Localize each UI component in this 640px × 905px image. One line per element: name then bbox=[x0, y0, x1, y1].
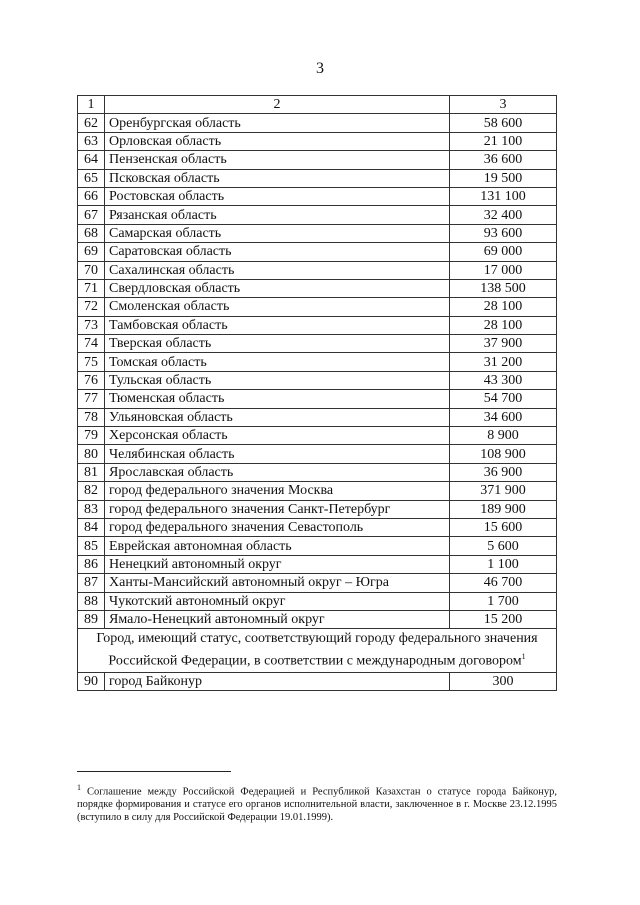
row-value: 36 600 bbox=[450, 151, 557, 169]
table-row bbox=[78, 187, 557, 205]
row-name: Херсонская область bbox=[105, 427, 450, 445]
row-number: 86 bbox=[78, 555, 105, 573]
row-value: 28 100 bbox=[450, 298, 557, 316]
row-value: 17 000 bbox=[450, 261, 557, 279]
row-name: Сахалинская область bbox=[105, 261, 450, 279]
row-number: 75 bbox=[78, 353, 105, 371]
table-row bbox=[78, 316, 557, 334]
row-number: 69 bbox=[78, 243, 105, 261]
section-heading-row bbox=[78, 629, 557, 673]
footnote-mark: 1 bbox=[77, 783, 81, 792]
row-value: 300 bbox=[450, 672, 557, 690]
table-row bbox=[78, 206, 557, 224]
table-row bbox=[78, 390, 557, 408]
row-name: Ульяновская область bbox=[105, 408, 450, 426]
row-value: 58 600 bbox=[450, 114, 557, 132]
row-number: 89 bbox=[78, 610, 105, 628]
regions-table bbox=[77, 95, 557, 691]
row-name: Тульская область bbox=[105, 371, 450, 389]
row-value: 43 300 bbox=[450, 371, 557, 389]
row-number: 74 bbox=[78, 335, 105, 353]
row-value: 46 700 bbox=[450, 574, 557, 592]
row-number: 64 bbox=[78, 151, 105, 169]
header-col-1: 1 bbox=[78, 96, 105, 114]
header-col-2: 2 bbox=[105, 96, 450, 114]
row-name: Орловская область bbox=[105, 132, 450, 150]
row-value: 54 700 bbox=[450, 390, 557, 408]
row-value: 5 600 bbox=[450, 537, 557, 555]
table-row bbox=[78, 408, 557, 426]
row-number: 68 bbox=[78, 224, 105, 242]
row-value: 32 400 bbox=[450, 206, 557, 224]
row-name: город федерального значения Санкт-Петербург bbox=[105, 500, 450, 518]
row-number: 62 bbox=[78, 114, 105, 132]
row-number: 84 bbox=[78, 518, 105, 536]
row-value: 36 900 bbox=[450, 463, 557, 481]
row-name: Тамбовская область bbox=[105, 316, 450, 334]
table-row bbox=[78, 151, 557, 169]
row-name: Тюменская область bbox=[105, 390, 450, 408]
row-value: 8 900 bbox=[450, 427, 557, 445]
row-name: Тверская область bbox=[105, 335, 450, 353]
table-row bbox=[78, 371, 557, 389]
row-number: 70 bbox=[78, 261, 105, 279]
table-row bbox=[78, 114, 557, 132]
row-number: 65 bbox=[78, 169, 105, 187]
table-row bbox=[78, 298, 557, 316]
table-row bbox=[78, 555, 557, 573]
table-row bbox=[78, 445, 557, 463]
row-value: 1 700 bbox=[450, 592, 557, 610]
row-number: 77 bbox=[78, 390, 105, 408]
row-value: 15 600 bbox=[450, 518, 557, 536]
row-value: 28 100 bbox=[450, 316, 557, 334]
table-row bbox=[78, 169, 557, 187]
row-number: 85 bbox=[78, 537, 105, 555]
row-number: 79 bbox=[78, 427, 105, 445]
row-name: Томская область bbox=[105, 353, 450, 371]
table-row bbox=[78, 482, 557, 500]
row-value: 371 900 bbox=[450, 482, 557, 500]
row-value: 19 500 bbox=[450, 169, 557, 187]
table-row bbox=[78, 261, 557, 279]
row-name: Ростовская область bbox=[105, 187, 450, 205]
row-number: 76 bbox=[78, 371, 105, 389]
row-value: 1 100 bbox=[450, 555, 557, 573]
row-value: 93 600 bbox=[450, 224, 557, 242]
table-row bbox=[78, 610, 557, 628]
row-name: Ярославская область bbox=[105, 463, 450, 481]
row-name: Челябинская область bbox=[105, 445, 450, 463]
row-name: Свердловская область bbox=[105, 279, 450, 297]
row-value: 108 900 bbox=[450, 445, 557, 463]
footnote-separator bbox=[77, 771, 231, 772]
header-col-3: 3 bbox=[450, 96, 557, 114]
row-value: 34 600 bbox=[450, 408, 557, 426]
row-name: Чукотский автономный округ bbox=[105, 592, 450, 610]
row-value: 31 200 bbox=[450, 353, 557, 371]
row-name: Саратовская область bbox=[105, 243, 450, 261]
row-value: 189 900 bbox=[450, 500, 557, 518]
footnote bbox=[77, 782, 557, 824]
row-number: 88 bbox=[78, 592, 105, 610]
table-row bbox=[78, 518, 557, 536]
table-row bbox=[78, 427, 557, 445]
table-row bbox=[78, 537, 557, 555]
table-row bbox=[78, 224, 557, 242]
row-name: Ямало-Ненецкий автономный округ bbox=[105, 610, 450, 628]
row-value: 37 900 bbox=[450, 335, 557, 353]
row-number: 73 bbox=[78, 316, 105, 334]
table-header-row bbox=[78, 96, 557, 114]
table-row bbox=[78, 592, 557, 610]
row-number: 78 bbox=[78, 408, 105, 426]
row-name: Ханты-Мансийский автономный округ – Югра bbox=[105, 574, 450, 592]
page-number: 3 bbox=[316, 60, 324, 77]
row-number: 80 bbox=[78, 445, 105, 463]
row-name: город Байконур bbox=[105, 672, 450, 690]
footnote-ref: 1 bbox=[521, 651, 526, 661]
row-number: 63 bbox=[78, 132, 105, 150]
table-row bbox=[78, 279, 557, 297]
table-row bbox=[78, 335, 557, 353]
row-number: 83 bbox=[78, 500, 105, 518]
table-row bbox=[78, 243, 557, 261]
table-row bbox=[78, 574, 557, 592]
row-number: 87 bbox=[78, 574, 105, 592]
table-row bbox=[78, 672, 557, 690]
row-number: 67 bbox=[78, 206, 105, 224]
row-number: 66 bbox=[78, 187, 105, 205]
row-name: Еврейская автономная область bbox=[105, 537, 450, 555]
row-value: 21 100 bbox=[450, 132, 557, 150]
row-name: Смоленская область bbox=[105, 298, 450, 316]
table-row bbox=[78, 463, 557, 481]
row-value: 69 000 bbox=[450, 243, 557, 261]
row-number: 82 bbox=[78, 482, 105, 500]
row-name: город федерального значения Москва bbox=[105, 482, 450, 500]
row-name: Псковская область bbox=[105, 169, 450, 187]
table-row bbox=[78, 500, 557, 518]
footnote-text: Соглашение между Российской Федерацией и Республикой Казахстан о статусе города Байконур, порядке формирования и статусе его органов исполнительной власти, заключенное в г. Москве 23.12.1995 (вступило в силу для Российской Федерации 19.01.1999). bbox=[77, 786, 557, 823]
row-name: Самарская область bbox=[105, 224, 450, 242]
row-name: Оренбургская область bbox=[105, 114, 450, 132]
row-value: 15 200 bbox=[450, 610, 557, 628]
row-value: 138 500 bbox=[450, 279, 557, 297]
row-value: 131 100 bbox=[450, 187, 557, 205]
row-number: 81 bbox=[78, 463, 105, 481]
row-name: Пензенская область bbox=[105, 151, 450, 169]
row-name: город федерального значения Севастополь bbox=[105, 518, 450, 536]
row-number: 72 bbox=[78, 298, 105, 316]
row-number: 71 bbox=[78, 279, 105, 297]
table-row bbox=[78, 132, 557, 150]
row-name: Ненецкий автономный округ bbox=[105, 555, 450, 573]
row-number: 90 bbox=[78, 672, 105, 690]
row-name: Рязанская область bbox=[105, 206, 450, 224]
table-row bbox=[78, 353, 557, 371]
section-heading: Город, имеющий статус, соответствующий городу федерального значения Российской Федерации, в соответствии с международным договором bbox=[96, 631, 538, 669]
